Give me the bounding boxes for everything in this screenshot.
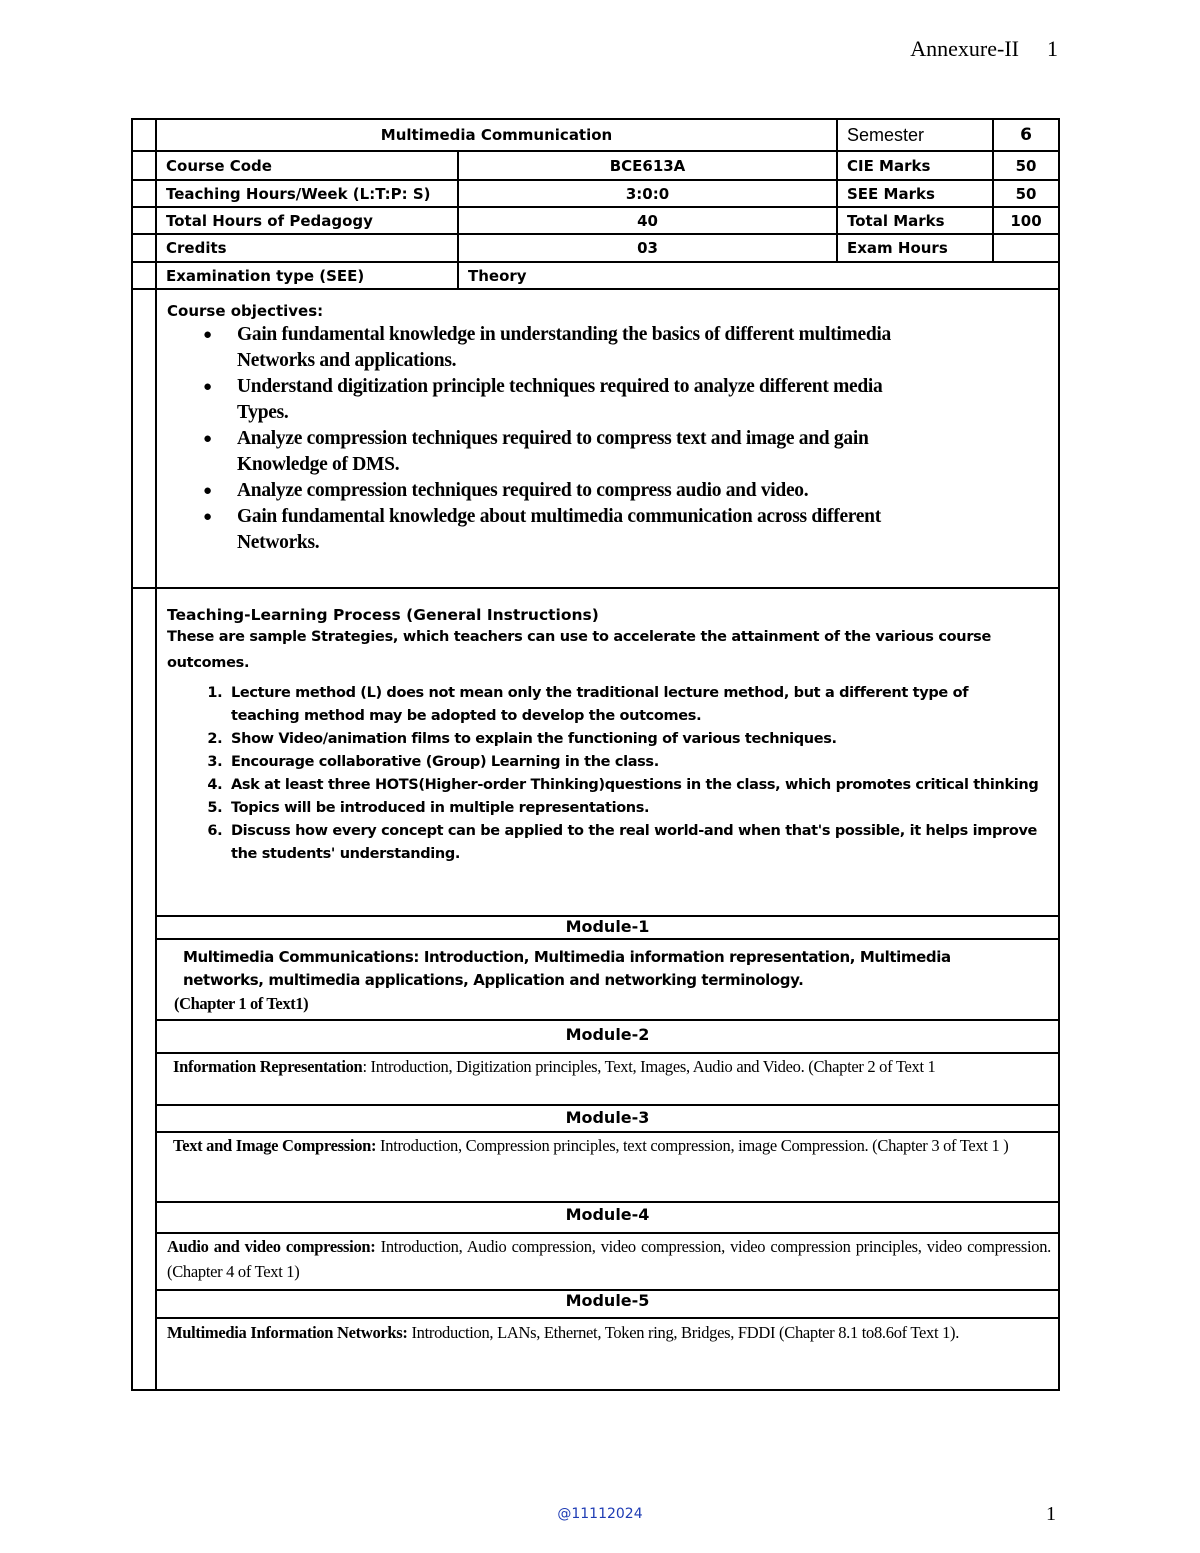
exam-hours-label: Exam Hours bbox=[847, 239, 948, 257]
module-2-body: Information Representation: Introduction, Digitization principles, Text, Images, Audio and Video. (Chapter 2 of Text 1 bbox=[173, 1057, 936, 1076]
course-title: Multimedia Communication bbox=[380, 126, 613, 144]
credits-label: Credits bbox=[166, 239, 227, 257]
see-marks-label: SEE Marks bbox=[847, 184, 935, 203]
module-3-body: Text and Image Compression: Introduction, Compression principles, text compression, image Compression. (Chapter 3 of Text 1 ) bbox=[173, 1136, 1009, 1155]
teaching-item: 4. Ask at least three HOTS(Higher-order Thinking)questions in the class, which promotes critical thinking bbox=[227, 774, 1040, 797]
objective-item: ● Gain fundamental knowledge about multimedia communication across different Networks. bbox=[237, 504, 1040, 556]
objective-item: ● Understand digitization principle techniques required to analyze different media Types. bbox=[237, 374, 1040, 426]
teaching-item: 6. Discuss how every concept can be applied to the real world-and when that's possible, it helps improve the students' understanding. bbox=[227, 820, 1040, 866]
total-marks-label: Total Marks bbox=[847, 211, 945, 230]
see-marks-value: 50 bbox=[1015, 184, 1037, 203]
semester-label: Semester bbox=[847, 124, 925, 145]
module-4-body: Audio and video compression: Introduction, Audio compression, video compression, video compression principles, video compression. (Chapter 4 of Text 1) bbox=[167, 1237, 1051, 1281]
pedagogy-label: Total Hours of Pedagogy bbox=[166, 211, 373, 230]
objective-item: ● Analyze compression techniques required to compress text and image and gain Knowledge of DMS. bbox=[237, 426, 1040, 478]
course-objectives bbox=[167, 302, 1040, 556]
teaching-item: 5. Topics will be introduced in multiple representations. bbox=[227, 797, 1040, 820]
teaching-hours-value: 3:0:0 bbox=[625, 184, 670, 203]
row-teaching-hours bbox=[157, 181, 1058, 206]
teaching-intro: These are sample Strategies, which teachers can use to accelerate the attainment of the various course outcomes. bbox=[167, 629, 992, 671]
page-header bbox=[910, 36, 1058, 62]
objective-item: ● Gain fundamental knowledge in understanding the basics of different multimedia Networks and applications. bbox=[237, 322, 1040, 374]
module-1-title: Module-1 bbox=[565, 917, 650, 936]
semester-value: 6 bbox=[1020, 125, 1032, 145]
row-pedagogy bbox=[157, 208, 1058, 233]
module-5-body: Multimedia Information Networks: Introduction, LANs, Ethernet, Token ring, Bridges, FDDI (Chapter 8.1 to8.6of Text 1). bbox=[167, 1323, 960, 1342]
module-5-title: Module-5 bbox=[565, 1291, 650, 1310]
teaching-hours-label: Teaching Hours/Week (L:T:P: S) bbox=[166, 184, 431, 203]
total-marks-value: 100 bbox=[1010, 211, 1042, 230]
objective-item: ● Analyze compression techniques required to compress audio and video. bbox=[237, 478, 1040, 504]
row-credits bbox=[157, 235, 1058, 261]
objectives-list bbox=[167, 322, 1040, 556]
teaching-item: 1. Lecture method (L) does not mean only the traditional lecture method, but a different type of teaching method may be adopted to develop the outcomes. bbox=[227, 682, 1040, 728]
cie-marks-label: CIE Marks bbox=[847, 156, 931, 175]
left-margin-column bbox=[155, 120, 157, 1389]
teaching-list bbox=[167, 682, 1040, 866]
exam-hours-value bbox=[994, 235, 1058, 261]
teaching-item: 3. Encourage collaborative (Group) Learning in the class. bbox=[227, 751, 1040, 774]
annexure-label: Annexure-II bbox=[910, 36, 1019, 61]
teaching-title: Teaching-Learning Process (General Instructions) bbox=[167, 606, 599, 624]
footer-page-number: 1 bbox=[1046, 1503, 1056, 1525]
pedagogy-value: 40 bbox=[637, 211, 658, 230]
course-code-value: BCE613A bbox=[609, 156, 686, 175]
header-page-number: 1 bbox=[1047, 36, 1058, 61]
module-1-body: Multimedia Communications: Introduction, Multimedia information representation, Multimedia networks, multimedia applications, Application and networking terminology. (Chapter 1 of Text1) bbox=[174, 948, 951, 1013]
teaching-item: 2. Show Video/animation films to explain the functioning of various techniques. bbox=[227, 728, 1040, 751]
syllabus-table bbox=[131, 118, 1060, 1391]
row-course-code bbox=[157, 152, 1058, 179]
objectives-title: Course objectives: bbox=[167, 302, 324, 320]
credits-value: 03 bbox=[637, 239, 658, 257]
exam-type-value: Theory bbox=[468, 266, 527, 285]
row-exam-type bbox=[157, 263, 1058, 288]
cie-marks-value: 50 bbox=[1015, 156, 1037, 175]
exam-type-label: Examination type (SEE) bbox=[166, 266, 365, 285]
teaching-learning bbox=[167, 606, 1040, 866]
module-3-title: Module-3 bbox=[565, 1108, 650, 1127]
module-4-title: Module-4 bbox=[565, 1205, 650, 1224]
footer-mark: @11112024 bbox=[557, 1506, 643, 1522]
course-code-label: Course Code bbox=[166, 156, 272, 175]
row-title bbox=[157, 120, 1058, 150]
module-2-title: Module-2 bbox=[565, 1025, 650, 1044]
